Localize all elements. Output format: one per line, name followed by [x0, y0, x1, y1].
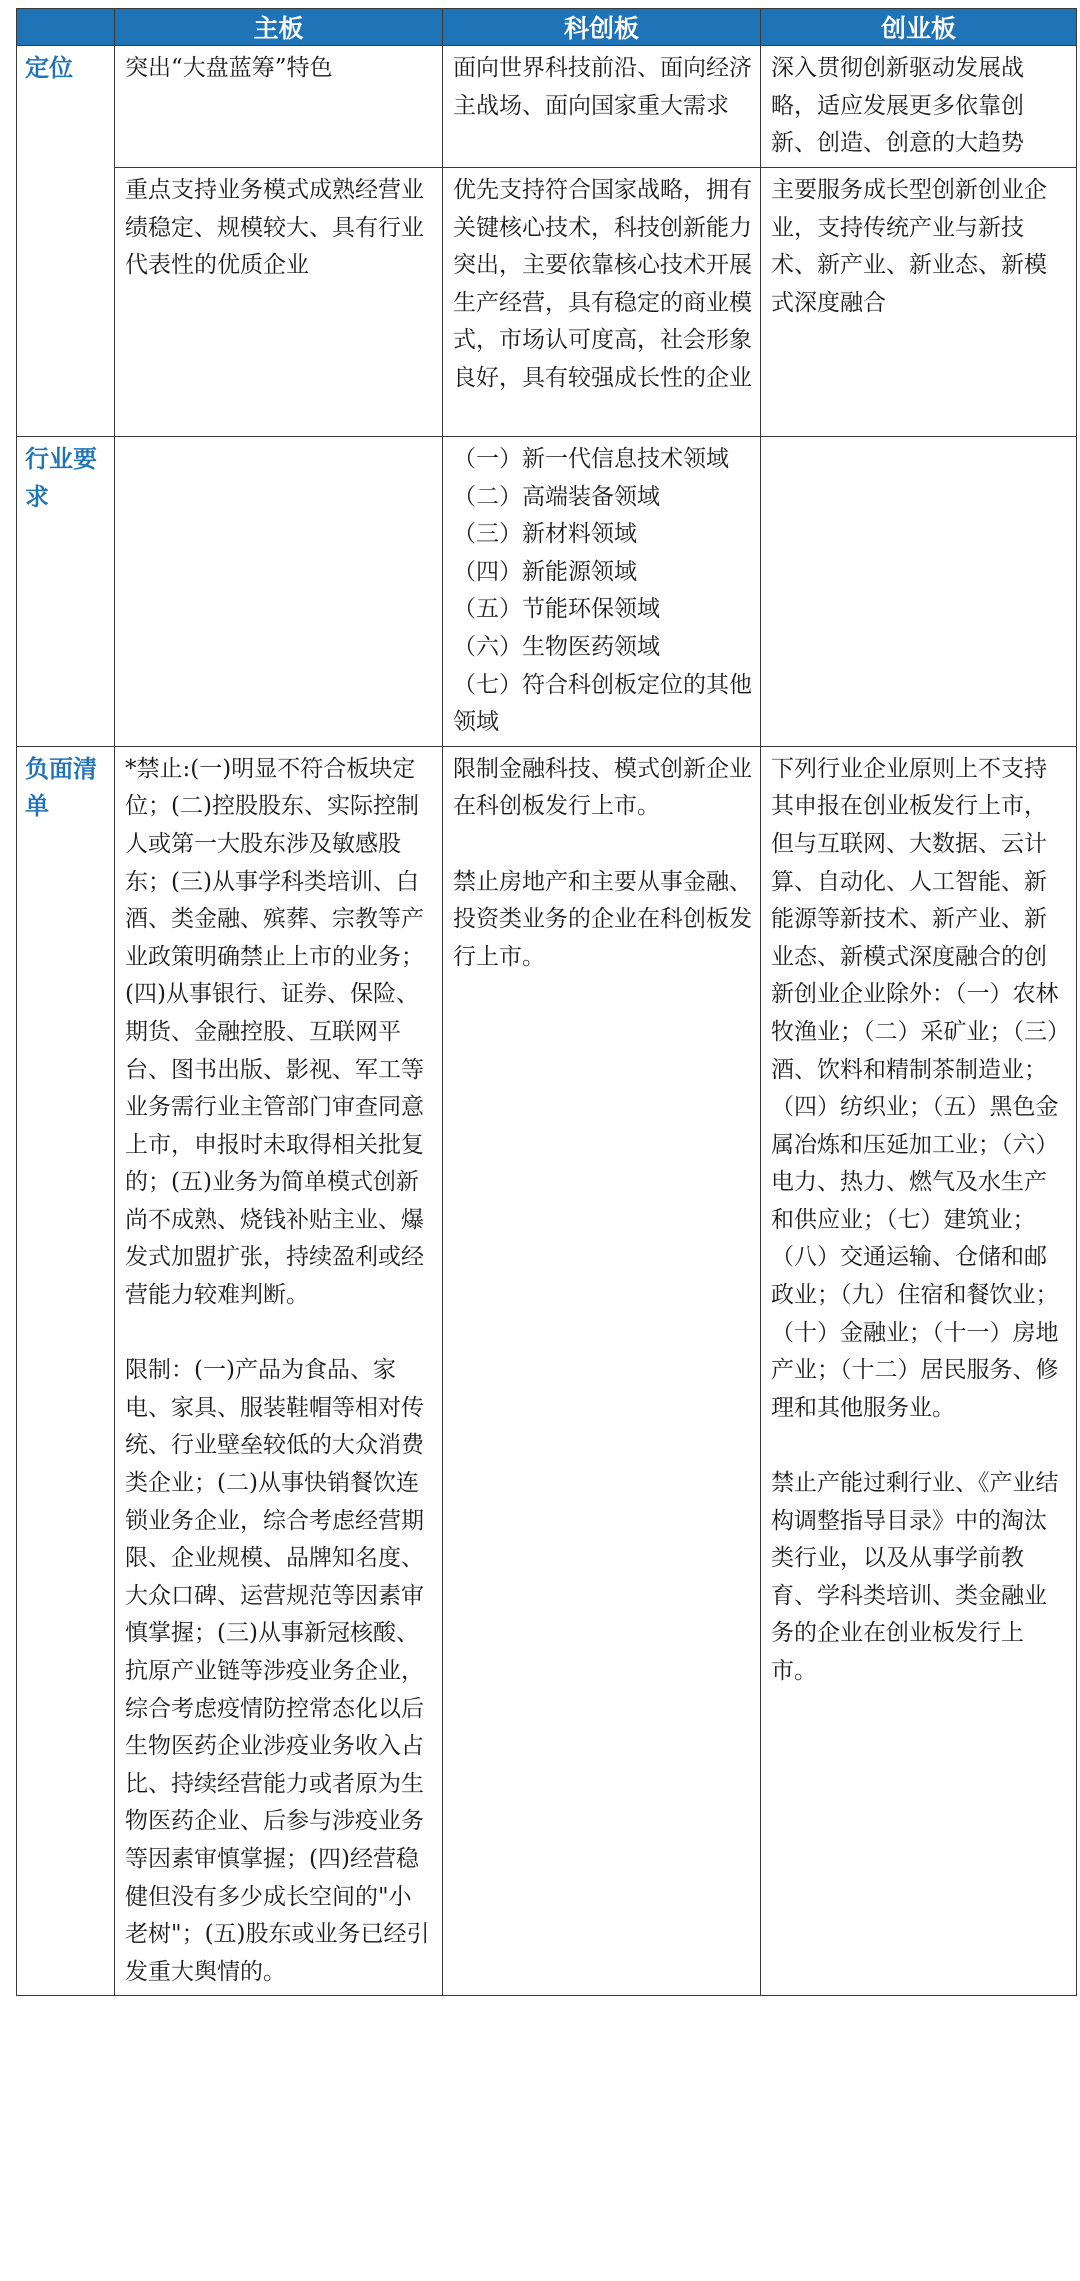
board-comparison-table — [16, 8, 1077, 1996]
row-label-industry: 行业要求 — [17, 437, 115, 747]
industry-gem — [761, 437, 1077, 747]
header-row — [17, 9, 1077, 46]
industry-item: （四）新能源领域 — [453, 558, 637, 585]
industry-item: （二）高端装备领域 — [453, 483, 660, 510]
positioning-star-2: 优先支持符合国家战略，拥有关键核心技术，科技创新能力突出，主要依靠核心技术开展生产经营，具有稳定的商业模式，市场认可度高，社会形象良好，具有较强成长性的企业 — [443, 168, 761, 437]
header-star-market: 科创板 — [443, 9, 761, 46]
positioning-gem-1: 深入贯彻创新驱动发展战略，适应发展更多依靠创新、创造、创意的大趋势 — [761, 46, 1077, 168]
negative-main — [115, 746, 443, 1996]
negative-gem-industries: 下列行业企业原则上不支持其申报在创业板发行上市，但与互联网、大数据、云计算、自动化、人工智能、新能源等新技术、新产业、新业态、新模式深度融合的创新创业企业除外：（一）农林牧渔业；（二）采矿业；（三）酒、饮料和精制茶制造业；（四）纺织业；（五）黑色金属冶炼和压延加工业；（六）电力、热力、燃气及水生产和供应业；（七）建筑业；（八）交通运输、仓储和邮政业；（九）住宿和餐饮业；（十）金融业；（十一）房地产业；（十二）居民服务、修理和其他服务业。 — [771, 755, 1059, 1421]
industry-star — [443, 437, 761, 747]
row-label-negative-list: 负面清单 — [17, 746, 115, 1996]
negative-main-prohibit: *禁止:(一)明显不符合板块定位；(二)控股股东、实际控制人或第一大股东涉及敏感股东；(三)从事学科类培训、白酒、类金融、殡葬、宗教等产业政策明确禁止上市的业务；(四)从事银行、证券、保险、期货、金融控股、互联网平台、图书出版、影视、军工等业务需行业主管部门审查同意上市，申报时未取得相关批复的；(五)业务为简单模式创新尚不成熟、烧钱补贴主业、爆发式加盟扩张，持续盈利或经营能力较难判断。 — [125, 755, 424, 1309]
industry-item: （七）符合科创板定位的其他领域 — [453, 671, 752, 736]
industry-main — [115, 437, 443, 747]
row-label-positioning: 定位 — [17, 46, 115, 437]
header-blank — [17, 9, 115, 46]
paragraph-gap — [125, 1315, 434, 1353]
negative-list-row — [17, 746, 1077, 1996]
industry-item: （六）生物医药领域 — [453, 633, 660, 660]
positioning-main-2: 重点支持业务模式成熟经营业绩稳定、规模较大、具有行业代表性的优质企业 — [115, 168, 443, 437]
industry-row — [17, 437, 1077, 747]
positioning-star-1: 面向世界科技前沿、面向经济主战场、面向国家重大需求 — [443, 46, 761, 168]
header-chinext: 创业板 — [761, 9, 1077, 46]
industry-item: （五）节能环保领域 — [453, 596, 660, 623]
negative-gem-prohibit: 禁止产能过剩行业、《产业结构调整指导目录》中的淘汰类行业，以及从事学前教育、学科类培训、类金融业务的企业在创业板发行上市。 — [771, 1470, 1059, 1684]
positioning-row-1 — [17, 46, 1077, 168]
industry-item: （三）新材料领域 — [453, 521, 637, 548]
negative-main-restrict: 限制：(一)产品为食品、家电、家具、服装鞋帽等相对传统、行业壁垒较低的大众消费类企业；(二)从事快销餐饮连锁业务企业，综合考虑经营期限、企业规模、品牌知名度、大众口碑、运营规范等因素审慎掌握；(三)从事新冠核酸、抗原产业链等涉疫业务企业，综合考虑疫情防控常态化以后生物医药企业涉疫业务收入占比、持续经营能力或者原为生物医药企业、后参与涉疫业务等因素审慎掌握；(四)经营稳健但没有多少成长空间的"小老树"；(五)股东或业务已经引发重大舆情的。 — [125, 1357, 430, 1985]
paragraph-gap — [453, 826, 752, 864]
comparison-table-wrapper — [16, 8, 1076, 1996]
positioning-gem-2: 主要服务成长型创新创业企业，支持传统产业与新技术、新产业、新业态、新模式深度融合 — [761, 168, 1077, 437]
header-main-board: 主板 — [115, 9, 443, 46]
positioning-row-2 — [17, 168, 1077, 437]
paragraph-gap — [771, 1427, 1068, 1465]
negative-star — [443, 746, 761, 1996]
negative-star-prohibit: 禁止房地产和主要从事金融、投资类业务的企业在科创板发行上市。 — [453, 868, 752, 970]
industry-item: （一）新一代信息技术领域 — [453, 446, 729, 472]
negative-star-restrict: 限制金融科技、模式创新企业在科创板发行上市。 — [453, 755, 752, 820]
negative-gem — [761, 746, 1077, 1996]
positioning-main-1: 突出“大盘蓝筹”特色 — [115, 46, 443, 168]
